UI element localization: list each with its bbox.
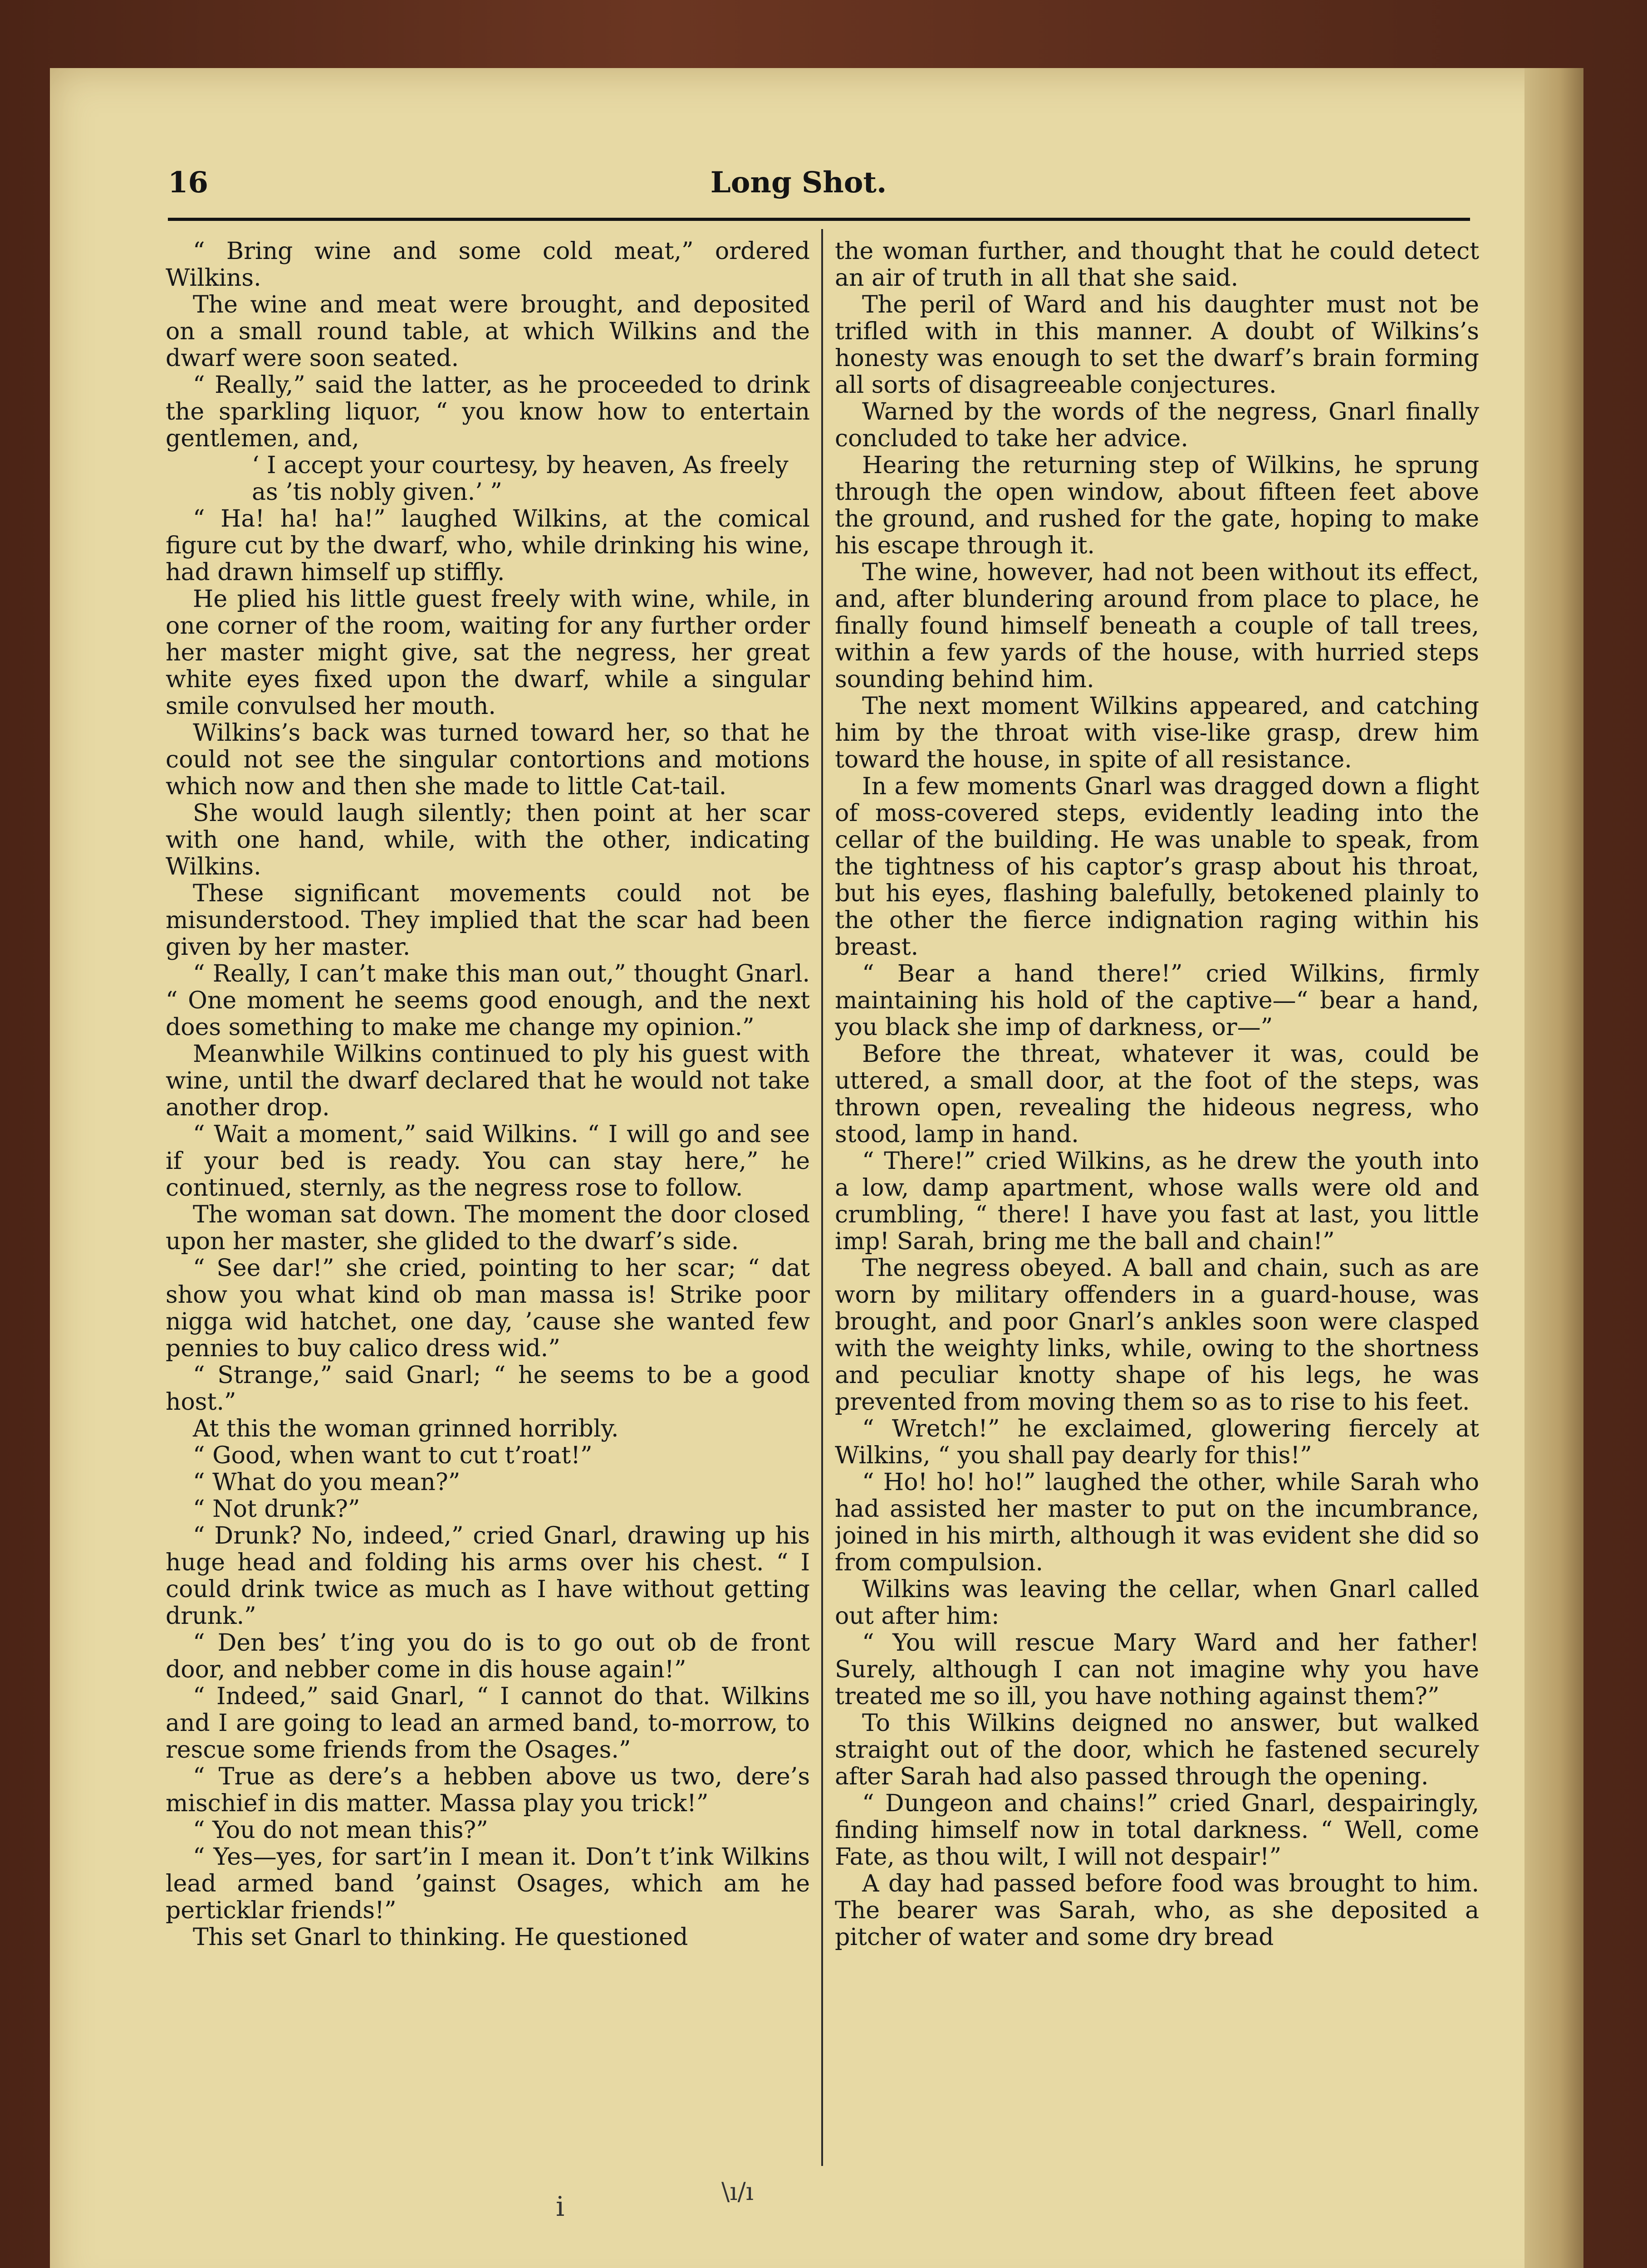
paragraph: “ You will rescue Mary Ward and her father! Surely, although I can not imagine why you have treated me so ill, you have nothing against them?” xyxy=(835,1629,1479,1710)
header-rule xyxy=(168,218,1470,221)
paragraph: In a few moments Gnarl was dragged down a flight of moss-covered steps, evidently leading into the cellar of the building. He was unable to speak, from the tightness of his captor’s grasp about his throat, but his eyes, flashing balefully, betokened plainly to the other the fierce indignation raging within his breast. xyxy=(835,773,1479,961)
paragraph: “ Ho! ho! ho!” laughed the other, while Sarah who had assisted her master to put on the incumbrance, joined in his mirth, although it was evident she did so from compulsion. xyxy=(835,1469,1479,1576)
paragraph: “ Indeed,” said Gnarl, “ I cannot do that. Wilkins and I are going to lead an armed band, to-morrow, to rescue some friends from the Osages.” xyxy=(166,1683,810,1764)
paragraph: “ Not drunk?” xyxy=(193,1496,360,1523)
paragraph: “ Really,” said the latter, as he proceeded to drink the sparkling liquor, “ you know how to entertain gentlemen, and, xyxy=(166,371,810,452)
paragraph: “ Wretch!” he exclaimed, glowering fiercely at Wilkins, “ you shall pay dearly for this!” xyxy=(835,1415,1479,1469)
paragraph: “ Yes—yes, for sart’in I mean it. Don’t t’ink Wilkins lead armed band ’gainst Osages, which am he perticklar friends!” xyxy=(166,1843,810,1924)
paragraph: The negress obeyed. A ball and chain, such as are worn by military offenders in a guard-house, was brought, and poor Gnarl’s ankles soon were clasped with the weighty links, while, owing to the shortness and peculiar knotty shape of his legs, he was prevented from moving them so as to rise to his feet. xyxy=(835,1255,1479,1416)
paragraph: He plied his little guest freely with wine, while, in one corner of the room, waiting for any further order her master might give, sat the negress, her great white eyes fixed upon the dwarf, while a singular smile convulsed her mouth. xyxy=(166,586,810,720)
paragraph: “ Bear a hand there!” cried Wilkins, firmly maintaining his hold of the captive—“ bear a hand, you black she imp of darkness, or—” xyxy=(835,960,1479,1041)
printer-mark: \ı/ı xyxy=(721,2177,754,2206)
paragraph: “ What do you mean?” xyxy=(193,1469,461,1496)
paragraph: The woman sat down. The moment the door closed upon her master, she glided to the dwarf’s side. xyxy=(166,1201,810,1255)
paragraph: “ Really, I can’t make this man out,” thought Gnarl. “ One moment he seems good enough, and the next does something to make me change my opinion.” xyxy=(166,960,810,1041)
paragraph: “ Ha! ha! ha!” laughed Wilkins, at the comical figure cut by the dwarf, who, while drinking his wine, had drawn himself up stiffly. xyxy=(166,505,810,586)
printer-mark-small: i xyxy=(556,2191,565,2223)
paragraph: She would laugh silently; then point at her scar with one hand, while, with the other, indicating Wilkins. xyxy=(166,800,810,880)
paragraph: “ See dar!” she cried, pointing to her scar; “ dat show you what kind ob man massa is! Strike poor nigga wid hatchet, one day, ’cause she wanted few pennies to buy calico dress wid.” xyxy=(166,1255,810,1362)
paragraph: the woman further, and thought that he could detect an air of truth in all that she said. xyxy=(835,238,1479,292)
paragraph: “ True as dere’s a hebben above us two, dere’s mischief in dis matter. Massa play you trick!” xyxy=(166,1763,810,1817)
paragraph: At this the woman grinned horribly. xyxy=(193,1415,619,1442)
paragraph: Meanwhile Wilkins continued to ply his guest with wine, until the dwarf declared that he would not take another drop. xyxy=(166,1041,810,1121)
paragraph: Hearing the returning step of Wilkins, he sprung through the open window, about fifteen feet above the ground, and rushed for the gate, hoping to make his escape through it. xyxy=(835,452,1479,559)
paragraph: Before the threat, whatever it was, could be uttered, a small door, at the foot of the steps, was thrown open, revealing the hideous negress, who stood, lamp in hand. xyxy=(835,1041,1479,1148)
paragraph: The next moment Wilkins appeared, and catching him by the throat with vise-like grasp, drew him toward the house, in spite of all resistance. xyxy=(835,693,1479,773)
paragraph: “ There!” cried Wilkins, as he drew the youth into a low, damp apartment, whose walls were old and crumbling, “ there! I have you fast at last, you little imp! Sarah, bring me the ball and chain!” xyxy=(835,1148,1479,1255)
right-column xyxy=(835,238,1479,2175)
paragraph: The peril of Ward and his daughter must not be trifled with in this manner. A doubt of Wilkins’s honesty was enough to set the dwarf’s brain forming all sorts of disagreeable conjectures. xyxy=(835,291,1479,399)
paragraph: This set Gnarl to thinking. He questioned xyxy=(193,1924,688,1951)
paragraph: “ Den bes’ t’ing you do is to go out ob de front door, and nebber come in dis house again!” xyxy=(166,1629,810,1683)
left-column xyxy=(166,238,810,2175)
paragraph: “ Drunk? No, indeed,” cried Gnarl, drawing up his huge head and folding his arms over his chest. “ I could drink twice as much as I have without getting drunk.” xyxy=(166,1522,810,1630)
binding-spine xyxy=(1524,68,1583,2268)
paragraph: To this Wilkins deigned no answer, but walked straight out of the door, which he fastened securely after Sarah had also passed through the opening. xyxy=(835,1710,1479,1790)
page-number: 16 xyxy=(168,166,209,200)
paragraph: The wine and meat were brought, and deposited on a small round table, at which Wilkins and the dwarf were soon seated. xyxy=(166,291,810,372)
paragraph: Wilkins was leaving the cellar, when Gnarl called out after him: xyxy=(835,1576,1479,1630)
verse-quote: ‘ I accept your courtesy, by heaven, As freely as ’tis nobly given.’ ” xyxy=(252,452,789,506)
paragraph: “ Strange,” said Gnarl; “ he seems to be a good host.” xyxy=(166,1362,810,1416)
paragraph: Warned by the words of the negress, Gnarl finally concluded to take her advice. xyxy=(835,398,1479,452)
paragraph: “ Dungeon and chains!” cried Gnarl, despairingly, finding himself now in total darkness. “ Well, come Fate, as thou wilt, I will not despair!” xyxy=(835,1790,1479,1871)
paragraph: The wine, however, had not been without its effect, and, after blundering around from place to place, he finally found himself beneath a couple of tall trees, within a few yards of the house, with hurried steps sounding behind him. xyxy=(835,559,1479,693)
paragraph: “ Good, when want to cut t’roat!” xyxy=(193,1442,593,1469)
paragraph: Wilkins’s back was turned toward her, so that he could not see the singular contortions and motions which now and then she made to little Cat-tail. xyxy=(166,719,810,800)
paragraph: “ Bring wine and some cold meat,” ordered Wilkins. xyxy=(166,238,810,292)
paragraph: These significant movements could not be misunderstood. They implied that the scar had been given by her master. xyxy=(166,880,810,961)
paragraph: “ You do not mean this?” xyxy=(193,1817,488,1844)
column-divider xyxy=(821,229,823,2166)
running-title: Long Shot. xyxy=(710,166,887,200)
paragraph: A day had passed before food was brought to him. The bearer was Sarah, who, as she deposited a pitcher of water and some dry bread xyxy=(835,1870,1479,1951)
page-header xyxy=(118,166,1479,211)
paragraph: “ Wait a moment,” said Wilkins. “ I will go and see if your bed is ready. You can stay here,” he continued, sternly, as the negress rose to follow. xyxy=(166,1121,810,1202)
